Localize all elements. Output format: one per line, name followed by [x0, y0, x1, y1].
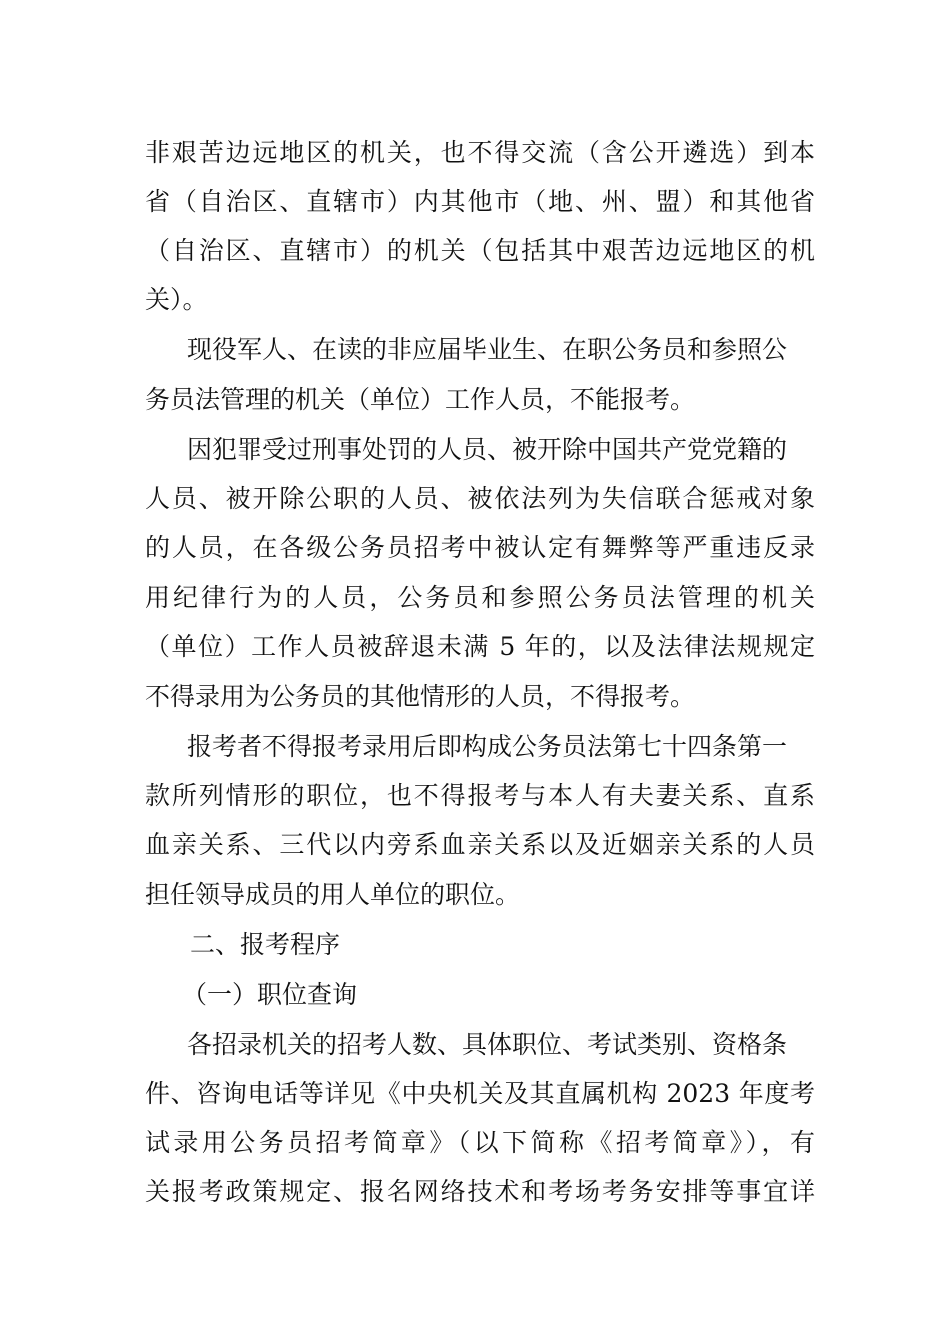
paragraph-line-21: 试录用公务员招考简章》（以下简称《招考简章》），有 — [145, 1128, 815, 1157]
paragraph-line-16: 担任领导成员的用人单位的职位。 — [145, 880, 521, 909]
paragraph-line-3: （自治区、直辖市）的机关（包括其中艰苦边远地区的机 — [145, 236, 815, 265]
paragraph-line-12: 不得录用为公务员的其他情形的人员，不得报考。 — [145, 682, 696, 711]
paragraph-line-7: 因犯罪受过刑事处罚的人员、被开除中国共产党党籍的 — [187, 435, 788, 464]
paragraph-line-22: 关报考政策规定、报名网络技术和考场考务安排等事宜详 — [145, 1177, 815, 1206]
paragraph-line-19: 各招录机关的招考人数、具体职位、考试类别、资格条 — [187, 1030, 788, 1059]
paragraph-line-5: 现役军人、在读的非应届毕业生、在职公务员和参照公 — [187, 335, 788, 364]
paragraph-line-20: 件、咨询电话等详见《中央机关及其直属机构 2023 年度考 — [145, 1079, 815, 1108]
paragraph-line-15: 血亲关系、三代以内旁系血亲关系以及近姻亲关系的人员 — [145, 830, 815, 859]
paragraph-line-2: 省（自治区、直辖市）内其他市（地、州、盟）和其他省 — [145, 187, 815, 216]
paragraph-line-9: 的人员，在各级公务员招考中被认定有舞弊等严重违反录 — [145, 533, 815, 562]
paragraph-line-4: 关）。 — [145, 285, 208, 314]
paragraph-line-8: 人员、被开除公职的人员、被依法列为失信联合惩戒对象 — [145, 484, 815, 513]
section-heading: 二、报考程序 — [190, 930, 341, 959]
paragraph-line-1: 非艰苦边远地区的机关，也不得交流（含公开遴选）到本 — [145, 138, 815, 167]
paragraph-line-13: 报考者不得报考录用后即构成公务员法第七十四条第一 — [187, 732, 788, 761]
paragraph-line-10: 用纪律行为的人员，公务员和参照公务员法管理的机关 — [145, 583, 815, 612]
subsection-heading: （一）职位查询 — [182, 980, 358, 1009]
paragraph-line-6: 务员法管理的机关（单位）工作人员，不能报考。 — [145, 385, 696, 414]
paragraph-line-14: 款所列情形的职位，也不得报考与本人有夫妻关系、直系 — [145, 781, 815, 810]
paragraph-line-11: （单位）工作人员被辞退未满 5 年的，以及法律法规规定 — [145, 632, 815, 661]
